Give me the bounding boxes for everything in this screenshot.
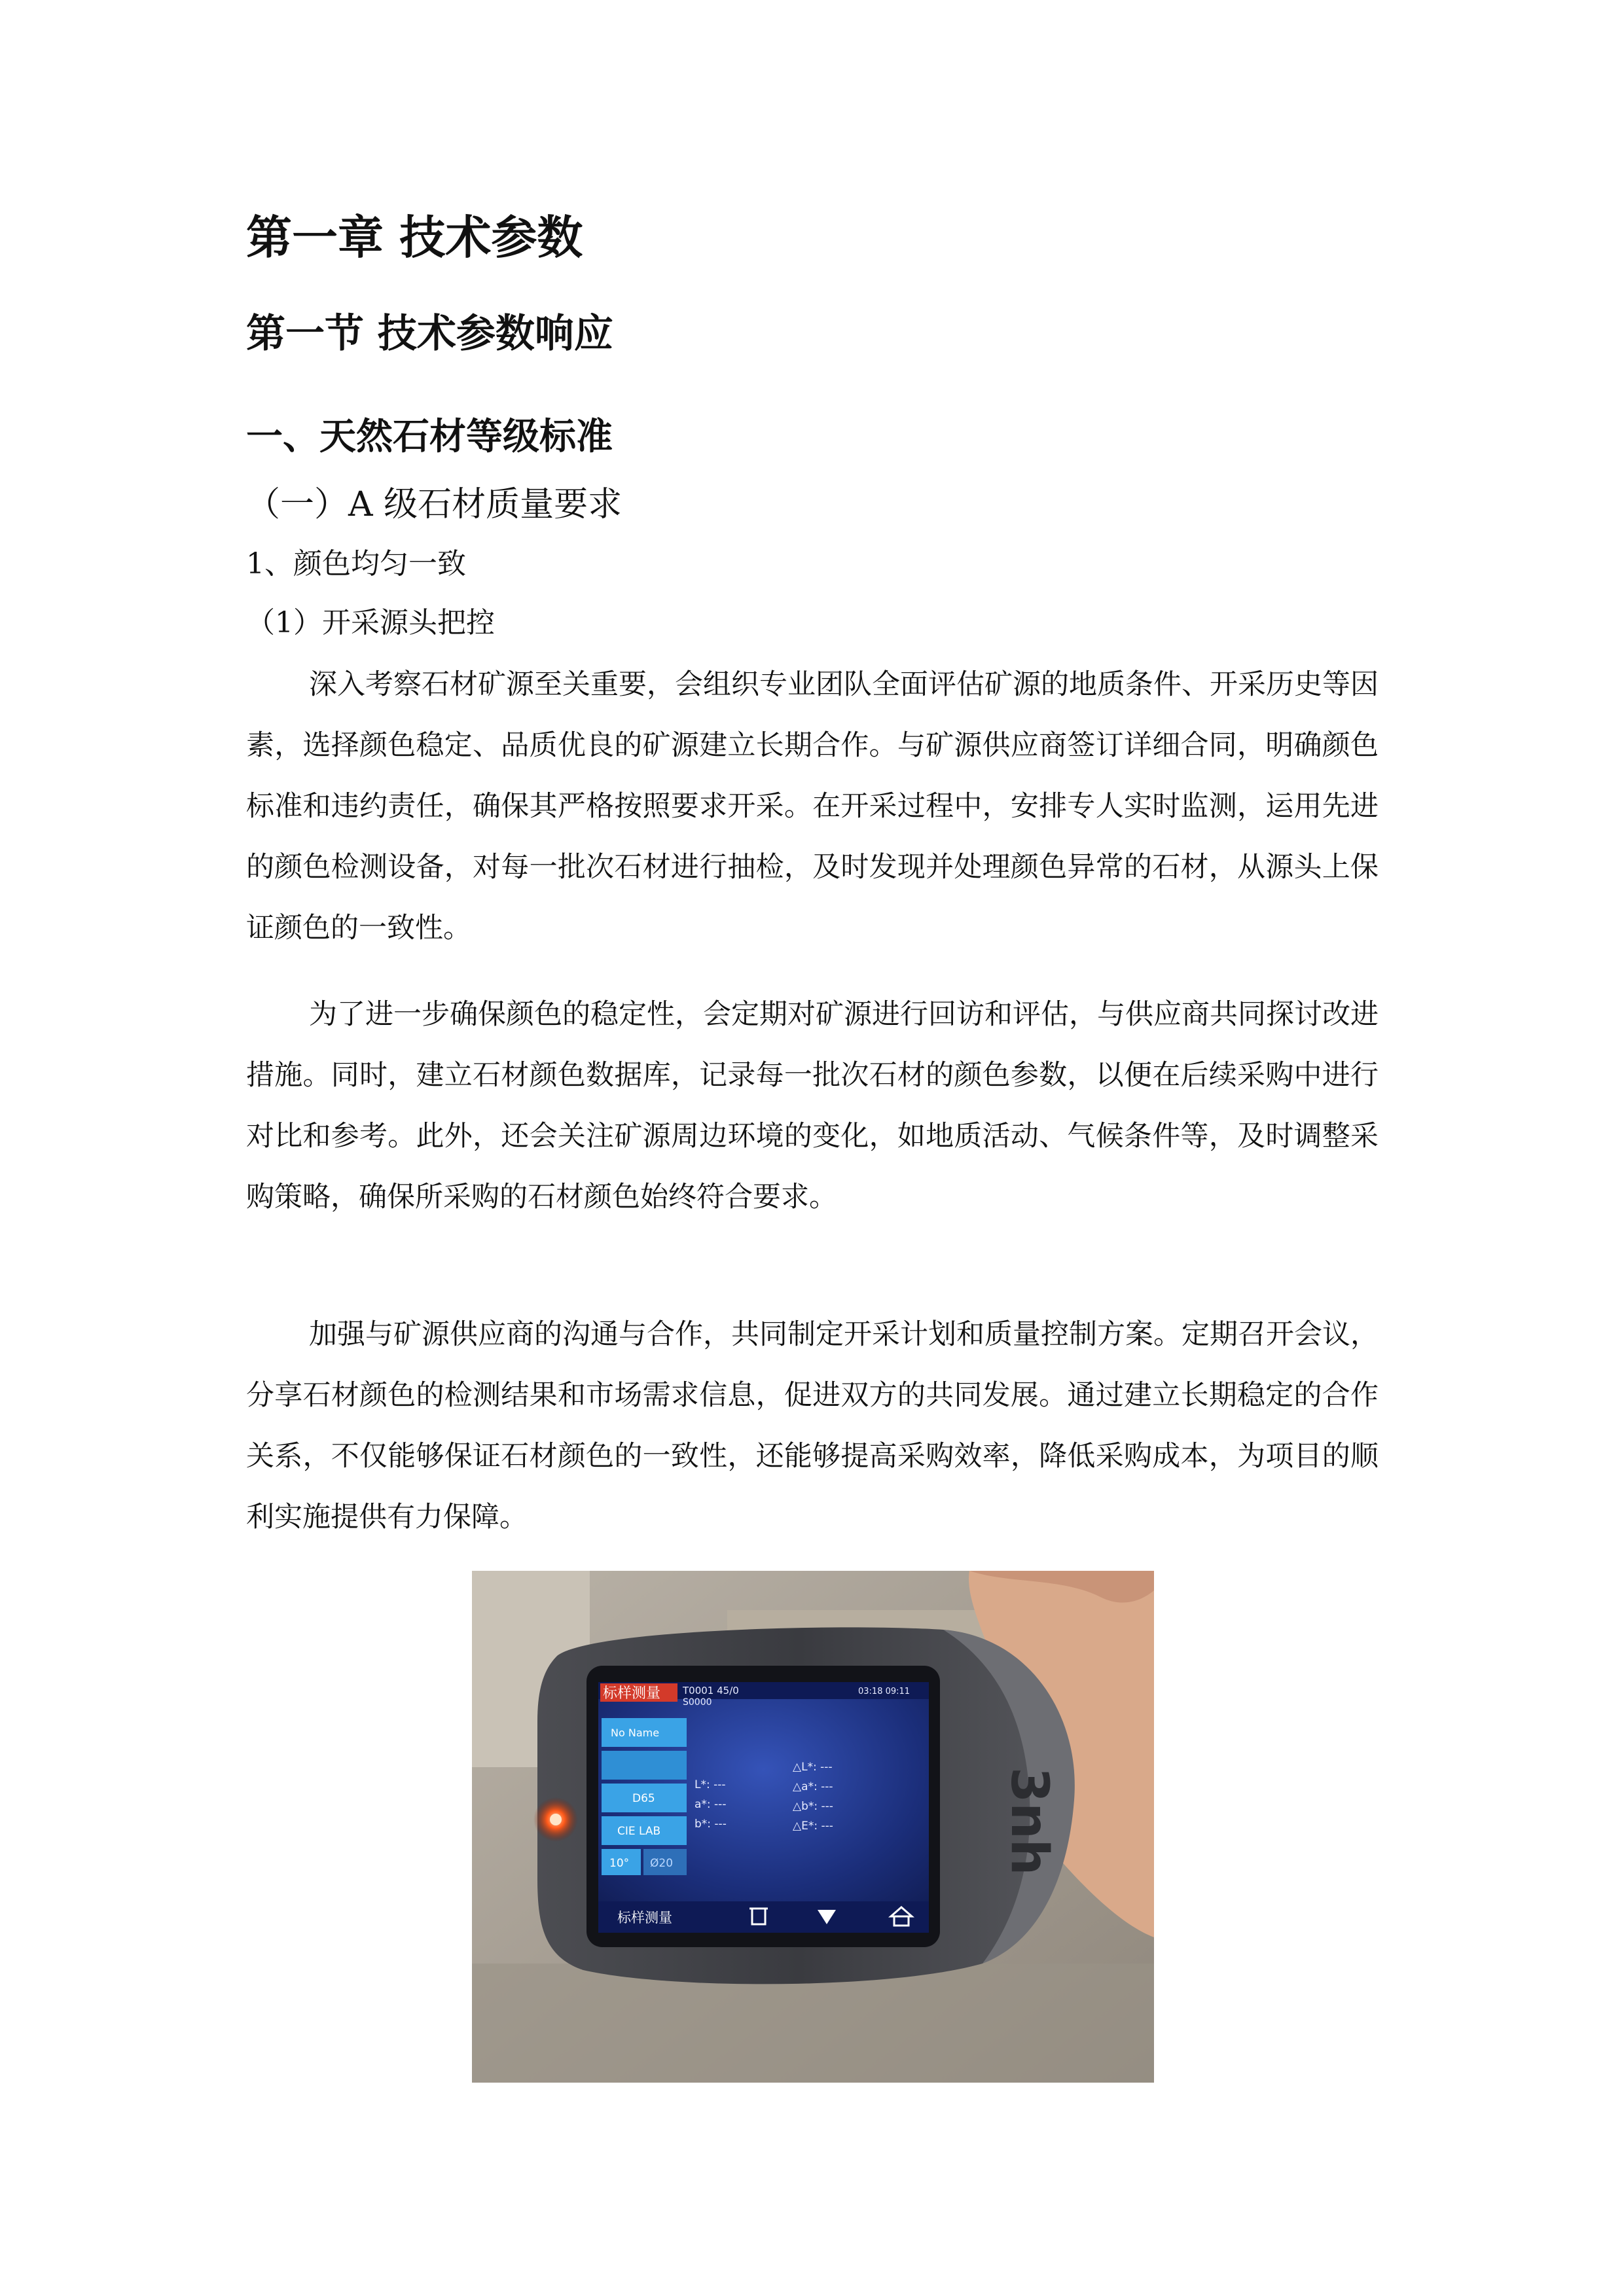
heading-stone-grade-standard: 一、天然石材等级标准 [246, 416, 613, 458]
colorimeter-photo [472, 1571, 1154, 2083]
screen-time: 03:18 09:11 [858, 1687, 911, 1696]
reading-db: △b*: --- [793, 1800, 833, 1813]
svg-text:10°: 10° [609, 1857, 630, 1870]
reading-l: L*: --- [695, 1778, 726, 1791]
screen-header-info: T0001 45/0 [683, 1685, 739, 1696]
screen-header-sub: S0000 [683, 1697, 712, 1708]
paragraph-2: 为了进一步确保颜色的稳定性，会定期对矿源进行回访和评估，与供应商共同探讨改进措施。同时，建立石材颜色数据库，记录每一批次石材的颜色参数，以便在后续采购中进行对比和参考。此外，还会关注矿源周边环境的变化，如地质活动、气候条件等，及时调整采购策略，确保所采购的石材颜色始终符合要求。 [246, 998, 1379, 1213]
reading-dl: △L*: --- [793, 1761, 833, 1774]
svg-text:D65: D65 [632, 1792, 655, 1805]
svg-text:Ø20: Ø20 [650, 1857, 674, 1870]
bottom-mode-label[interactable]: 标样测量 [617, 1910, 672, 1926]
paragraph-3: 加强与矿源供应商的沟通与合作，共同制定开采计划和质量控制方案。定期召开会议，分享石材颜色的检测结果和市场需求信息，促进双方的共同发展。通过建立长期稳定的合作关系，不仅能够保证石材颜色的一致性，还能够提高采购效率，降低采购成本，为项目的顺利实施提供有力保障。 [246, 1318, 1379, 1534]
svg-text:CIE LAB: CIE LAB [617, 1825, 661, 1838]
heading-a-grade-requirements: （一）A 级石材质量要求 [246, 485, 623, 524]
heading-source-control: （1）开采源头把控 [246, 606, 495, 639]
reading-a: a*: --- [695, 1798, 727, 1811]
svg-text:No Name: No Name [611, 1727, 660, 1739]
reading-da: △a*: --- [793, 1780, 833, 1793]
device-screen [598, 1682, 929, 1933]
heading-color-uniformity: 1、颜色均匀一致 [246, 547, 466, 581]
chapter-title: 第一章 技术参数 [246, 211, 583, 264]
brand-logo: 3nh [1000, 1767, 1058, 1876]
screen-mode-title: 标样测量 [603, 1685, 661, 1702]
section-title: 第一节 技术参数响应 [246, 311, 613, 357]
reading-de: △E*: --- [793, 1820, 833, 1833]
side-button-2[interactable] [602, 1751, 687, 1780]
reading-b: b*: --- [695, 1818, 727, 1831]
paragraph-1: 深入考察石材矿源至关重要，会组织专业团队全面评估矿源的地质条件、开采历史等因素，选择颜色稳定、品质优良的矿源建立长期合作。与矿源供应商签订详细合同，明确颜色标准和违约责任，确保其严格按照要求开采。在开采过程中，安排专人实时监测，运用先进的颜色检测设备，对每一批次石材进行抽检，及时发现并处理颜色异常的石材，从源头上保证颜色的一致性。 [246, 668, 1379, 944]
